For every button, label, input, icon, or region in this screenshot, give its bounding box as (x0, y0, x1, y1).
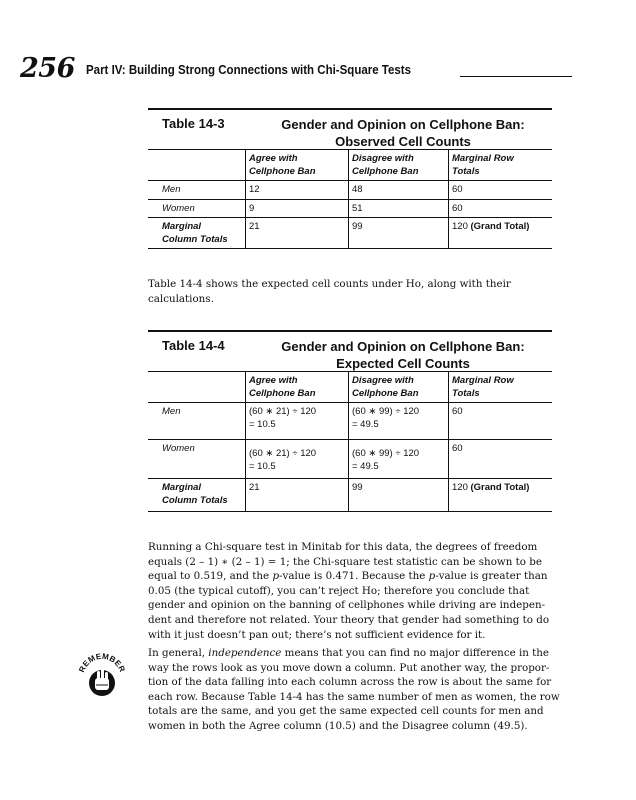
table-row-women: Women 9 51 60 (148, 199, 552, 217)
result-paragraph: Running a Chi-square test in Minitab for this data, the degrees of freedom equals (2 – 1) ∗ (2 – 1) = 1; the Chi-square test statistic can be shown to be equal to 0.519, and the p-value is 0.471. Because the p-value is greater than 0.05 (the typical cutoff), you can’t reject Ho; therefore you conclude that gender and opinion on the banning of cellphones while driving are indepen- dent and therefore not related. Your theory that gender had something to do with it just doesn’t pan out; there’s not sufficient evidence for it. (148, 541, 550, 641)
intro-paragraph: Table 14-4 shows the expected cell counts under Ho, along with their calculations. (148, 278, 511, 305)
table-row-men: Men (60 ∗ 21) ÷ 120 = 10.5 (60 ∗ 99) ÷ 120 = 49.5 60 (148, 402, 552, 439)
table-title: Gender and Opinion on Cellphone Ban: Observed Cell Counts (281, 117, 525, 149)
table-caption (148, 110, 552, 149)
header-rule (460, 76, 572, 77)
page-header (20, 54, 552, 84)
page-number: 256 (20, 53, 75, 84)
table-14-4 (148, 330, 552, 512)
table-row-marginal: Marginal Column Totals 21 99 120 (Grand Total) (148, 217, 552, 249)
remember-icon (76, 650, 128, 702)
table-header-row: Agree with Cellphone Ban Disagree with Cellphone Ban Marginal Row Totals (148, 149, 552, 180)
table-row-marginal: Marginal Column Totals 21 99 120 (Grand Total) (148, 478, 552, 512)
table-header-row: Agree with Cellphone Ban Disagree with Cellphone Ban Marginal Row Totals (148, 371, 552, 402)
table-14-3 (148, 108, 552, 249)
running-head: Part IV: Building Strong Connections with Chi-Square Tests (86, 63, 412, 77)
svg-text:REMEMBER: REMEMBER (77, 651, 127, 674)
table-number: Table 14-3 (162, 116, 225, 131)
table-title: Gender and Opinion on Cellphone Ban: Expected Cell Counts (281, 339, 525, 371)
table-caption (148, 332, 552, 371)
table-number: Table 14-4 (162, 338, 225, 353)
table-row-women: Women (60 ∗ 21) ÷ 120 = 10.5 (60 ∗ 99) ÷ 120 = 49.5 60 (148, 439, 552, 478)
remember-paragraph: In general, independence means that you can find no major difference in the way the rows look as you move down a column. Put another way, the propor- tion of the data falling into each column across the row is about the same for each row. Because Table 14-4 has the same number of men as women, the row totals are the same, and you get the same expected cell counts for men and women in both the Agree column (10.5) and the Disagree column (49.5). (148, 647, 560, 732)
table-row-men: Men 12 48 60 (148, 180, 552, 199)
